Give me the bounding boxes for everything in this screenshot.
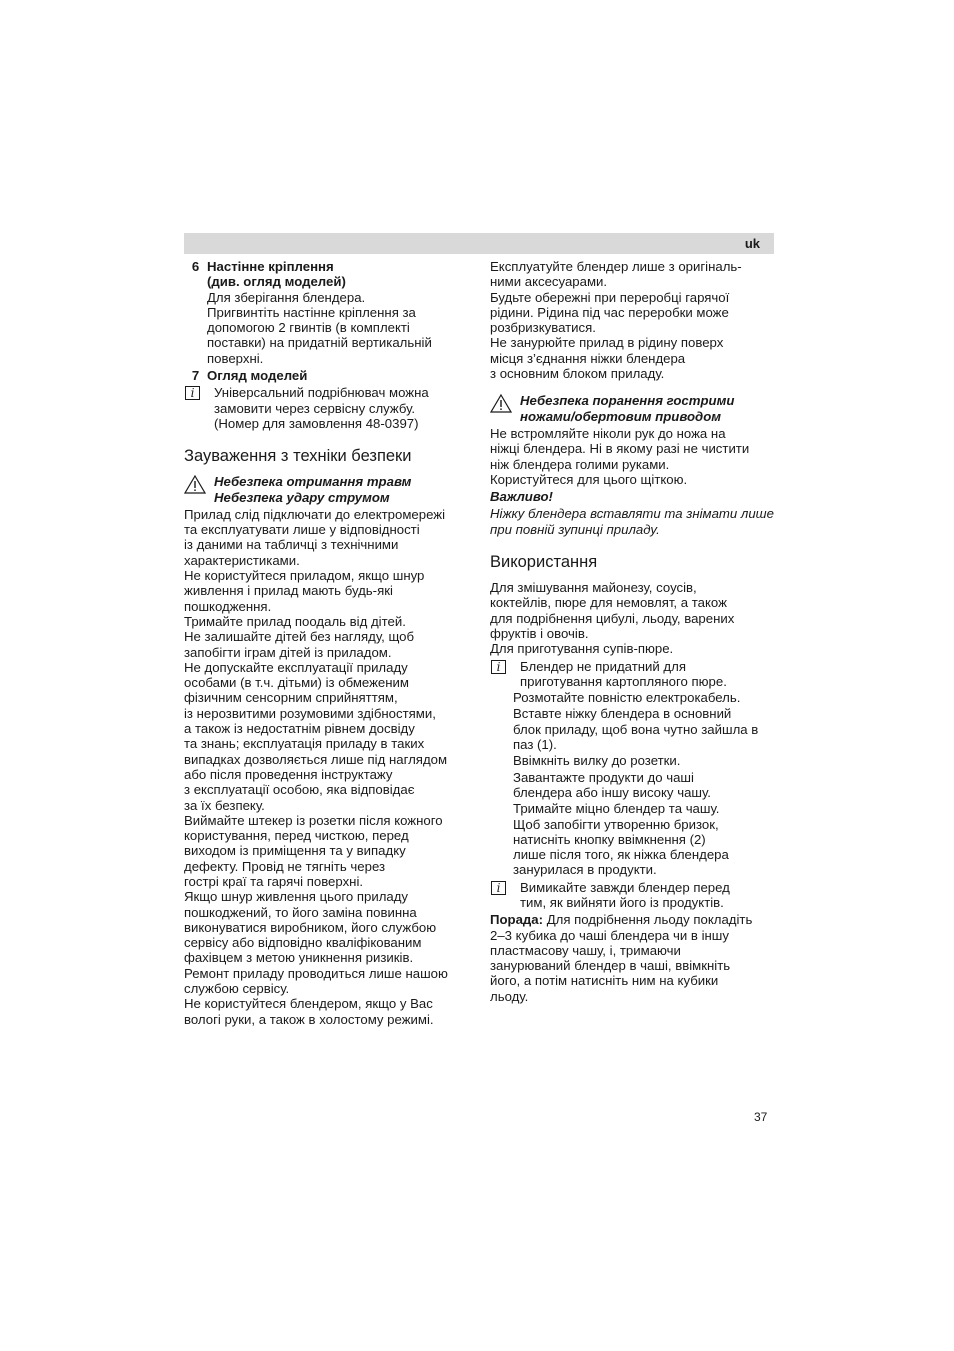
text-line: фруктів і овочів. xyxy=(490,625,589,641)
text-line: пластмасову чашу, і, тримаючи xyxy=(490,942,681,958)
language-bar xyxy=(184,233,774,254)
info-note-text xyxy=(520,880,774,911)
text-line: Вимикайте завжди блендер перед xyxy=(520,879,730,895)
text-line: сервісу або відповідно кваліфікованим xyxy=(184,935,422,951)
safety-text xyxy=(184,507,468,1027)
text-line: вологі руки, а також в холостому режимі. xyxy=(184,1011,434,1027)
text-line: з експлуатації особою, яка відповідає xyxy=(184,782,415,798)
text-line: тим, як вийняти його із продуктів. xyxy=(520,894,724,910)
text-line: Вставте ніжку блендера в основний xyxy=(513,706,732,722)
info-icon: i xyxy=(185,386,200,400)
language-code: uk xyxy=(744,236,760,251)
text-line: Користуйтеся для цього щіткою. xyxy=(490,471,688,487)
item-7-heading xyxy=(184,368,468,383)
text-line: випадках дозволяється лише під наглядом xyxy=(184,751,448,767)
text-line: Щоб запобігти утворенню бризок, xyxy=(513,816,719,832)
text-line: 2–3 кубика до чаші блендера чи в іншу xyxy=(490,927,729,943)
usage-step xyxy=(513,770,774,801)
text-line: службою сервісу. xyxy=(184,981,290,997)
text-line: занурилася в продукти. xyxy=(513,862,657,878)
text-line: Для приготування супів-пюре. xyxy=(490,641,674,657)
text-line: при повній зупинці приладу. xyxy=(490,521,660,537)
text-line: Тримайте міцно блендер та чашу. xyxy=(513,801,720,817)
text-line: із нерозвитими розумовими здібностями, xyxy=(184,705,436,721)
text-line: Пригвинтіть настінне кріплення за xyxy=(207,304,416,320)
tip-text xyxy=(490,928,774,1004)
text-line: Експлуатуйте блендер лише з оригіналь- xyxy=(490,259,742,274)
item-subtitle: (див. огляд моделей) xyxy=(207,274,346,290)
warning-text xyxy=(520,393,734,424)
text-line: блендера або іншу високу чашу. xyxy=(513,784,711,800)
text-line: а також із недостатнім рівнем досвіду xyxy=(184,721,415,737)
text-line: Якщо шнур живлення цього приладу xyxy=(184,889,409,905)
text-line: поверхні. xyxy=(207,350,264,366)
usage-step xyxy=(513,753,774,768)
text-line: Тримайте прилад поодаль від дітей. xyxy=(184,613,406,629)
text-line: поставки) на придатній вертикальній xyxy=(207,335,432,351)
text-line: ніж блендера голими руками. xyxy=(490,456,670,472)
text-line: Не користуйтеся приладом, якщо шнур xyxy=(184,568,425,584)
info-note xyxy=(490,880,774,911)
text-line: Універсальний подрібнювач можна xyxy=(214,385,429,401)
text-line: приготування картопляного пюре. xyxy=(520,673,727,689)
tip-label: Порада: xyxy=(490,912,544,928)
text-line: занурюваний блендер в чаші, ввімкніть xyxy=(490,958,731,974)
warning-block xyxy=(184,474,468,505)
item-number: 7 xyxy=(191,368,200,384)
text-line: Для змішування майонезу, соусів, xyxy=(490,580,697,596)
item-title: Настінне кріплення xyxy=(207,259,334,274)
important-label: Важливо! xyxy=(490,489,553,505)
warning-text xyxy=(214,474,411,505)
text-line: ножами/обертовим приводом xyxy=(520,408,722,424)
text-line: паз (1). xyxy=(513,737,557,753)
text-line: Ввімкніть вилку до розетки. xyxy=(513,753,681,769)
right-column xyxy=(490,259,774,1004)
text-line: льоду. xyxy=(490,988,529,1004)
text-line: Небезпека удару струмом xyxy=(214,489,390,505)
text-line: Не користуйтеся блендером, якщо у Вас xyxy=(184,996,433,1012)
info-icon: i xyxy=(491,660,506,674)
text-line: Не залишайте дітей без нагляду, щоб xyxy=(184,629,415,645)
usage-step xyxy=(513,690,774,705)
usage-steps xyxy=(490,690,774,878)
text-line: фахівцем з метою уникнення ризиків. xyxy=(184,950,414,966)
text-line: дефекту. Провід не тягніть через xyxy=(184,858,386,874)
text-line: Небезпека поранення гострими xyxy=(520,393,735,409)
item-title: Огляд моделей xyxy=(207,368,308,384)
text-line: Прилад слід підключати до електромережі xyxy=(184,506,446,522)
text-line: за їх безпеку. xyxy=(184,797,265,813)
info-icon: i xyxy=(491,881,506,895)
text-line: коктейлів, пюре для немовлят, а також xyxy=(490,595,727,611)
text-line: з основним блоком приладу. xyxy=(490,366,665,382)
text-line: Небезпека отримання травм xyxy=(214,474,412,490)
text-line: допомогою 2 гвинтів (в комплекті xyxy=(207,320,410,336)
text-line: пошкодження. xyxy=(184,598,272,614)
text-line: лише після того, як ніжка блендера xyxy=(513,847,729,863)
text-line: Не занурюйте прилад в рідину поверх xyxy=(490,335,724,351)
text-line: запобігти іграм дітей із приладом. xyxy=(184,644,392,660)
text-line: Розмотайте повністю електрокабель. xyxy=(513,690,741,706)
important-text xyxy=(490,506,774,537)
info-note xyxy=(184,385,468,431)
warning-body xyxy=(490,426,774,487)
section-heading-safety: Зауваження з техніки безпеки xyxy=(184,447,412,466)
text-line: Виймайте штекер із розетки після кожного xyxy=(184,812,443,828)
text-line: особами (в т.ч. дітьми) із обмеженим xyxy=(184,675,409,691)
text-line: пошкоджений, то його заміна повинна xyxy=(184,904,417,920)
text-line: гострі краї та гарячі поверхні. xyxy=(184,873,364,889)
text-line: Ніжку блендера вставляти та знімати лише xyxy=(490,506,774,522)
text-line: живлення і прилад мають будь-які xyxy=(184,583,393,599)
text-line: натисніть кнопку ввімкнення (2) xyxy=(513,831,706,847)
item-number: 6 xyxy=(191,259,200,274)
text-line: користування, перед чисткою, перед xyxy=(184,828,409,844)
text-line: фізичним сенсорним сприйняттям, xyxy=(184,690,398,706)
text-line: Ремонт приладу проводиться лише нашою xyxy=(184,965,448,981)
item-6-body xyxy=(184,290,468,366)
text-line: та експлуатувати лише у відповідності xyxy=(184,522,420,538)
usage-step xyxy=(513,706,774,752)
page-number: 37 xyxy=(754,1110,768,1124)
text-line: розбризкуватися. xyxy=(490,320,596,336)
left-column xyxy=(184,259,468,1027)
text-line: виходом із приміщення та у випадку xyxy=(184,843,406,859)
info-note xyxy=(490,659,774,690)
text-line: (Номер для замовлення 48-0397) xyxy=(214,415,419,431)
text-line: та знань; експлуатація приладу в таких xyxy=(184,736,425,752)
usage-text xyxy=(490,580,774,656)
text-line: ніжці блендера. Ні в якому разі не чистити xyxy=(490,441,750,457)
text-line: Завантажте продукти до чаші xyxy=(513,769,694,785)
text-line: рідини. Рідина під час переробки може xyxy=(490,304,729,320)
warning-triangle-icon xyxy=(490,393,520,424)
tip-paragraph xyxy=(490,912,774,1004)
text-line: Не встромляйте ніколи рук до ножа на xyxy=(490,425,726,441)
text-line: блок приладу, щоб вона чутно зайшла в xyxy=(513,721,759,737)
text-line: його, а потім натисніть ним на кубики xyxy=(490,973,719,989)
intro-text xyxy=(490,259,774,381)
text-line: Блендер не придатний для xyxy=(520,658,686,674)
item-6-heading xyxy=(184,259,468,274)
text-line: замовити через сервісну службу. xyxy=(214,400,416,416)
tip-first-line: Для подрібнення льоду покладіть xyxy=(543,912,753,928)
text-line: характеристиками. xyxy=(184,552,300,568)
usage-step xyxy=(513,801,774,877)
text-line: Для зберігання блендера. xyxy=(207,289,366,305)
info-note-text xyxy=(520,659,774,690)
text-line: виконуватися виробником, його службою xyxy=(184,919,437,935)
text-line: із даними на табличці з технічними xyxy=(184,537,399,553)
text-line: Будьте обережні при переробці гарячої xyxy=(490,289,730,305)
text-line: ними аксесуарами. xyxy=(490,274,608,290)
section-heading-usage: Використання xyxy=(490,553,598,572)
warning-block xyxy=(490,393,774,424)
warning-triangle-icon xyxy=(184,474,214,505)
text-line: місця з’єднання ніжки блендера xyxy=(490,350,686,366)
text-line: для подрібнення цибулі, льоду, варених xyxy=(490,610,735,626)
text-line: Не допускайте експлуатації приладу xyxy=(184,659,408,675)
info-note-text xyxy=(214,385,468,431)
text-line: або після проведення інструктажу xyxy=(184,766,393,782)
